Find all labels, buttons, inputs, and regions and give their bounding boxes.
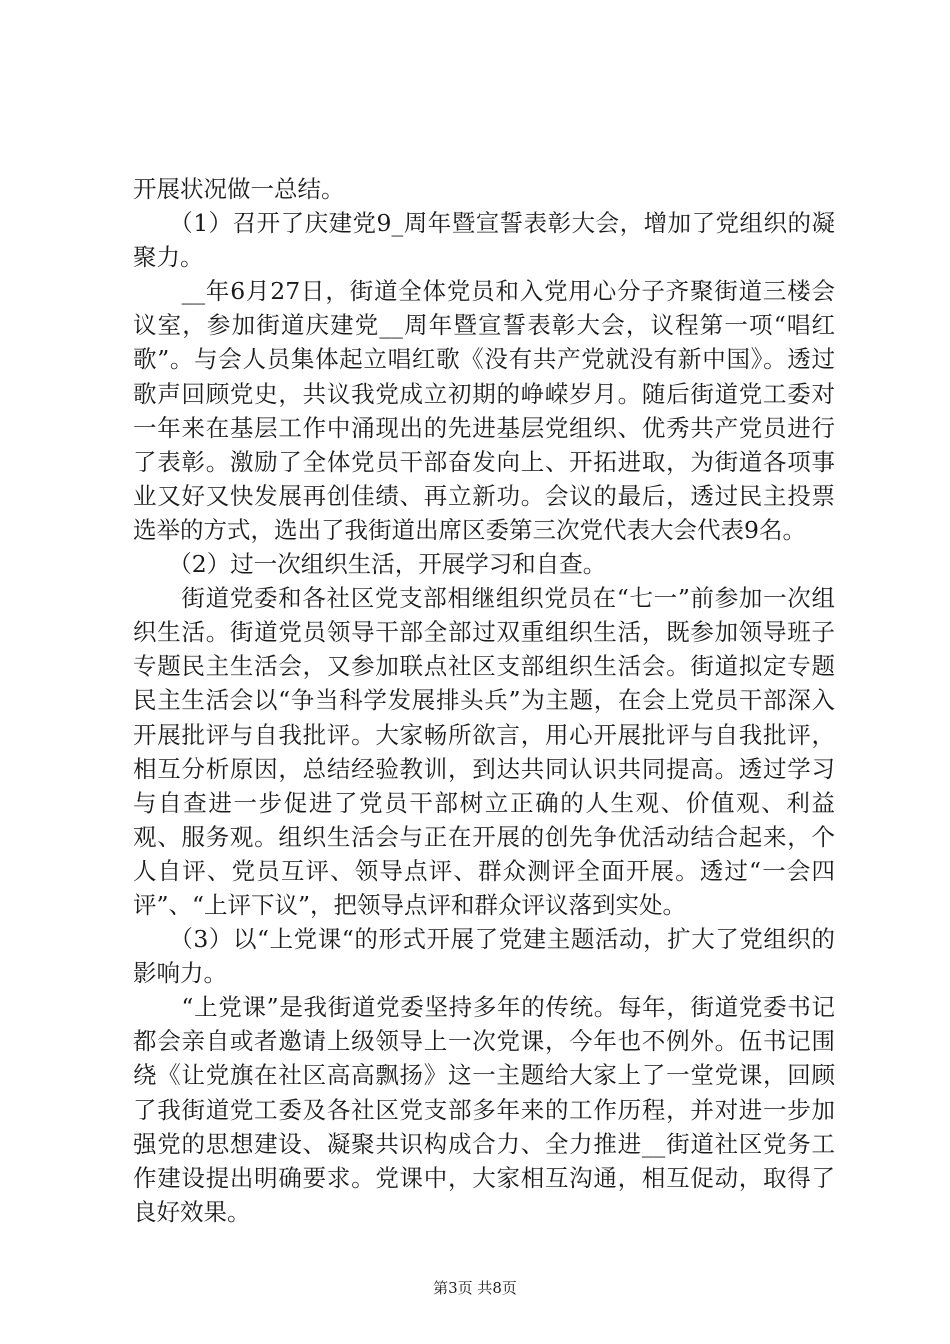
- section-heading: （1）召开了庆建党9_周年暨宣誓表彰大会，增加了党组织的凝聚力。: [133, 209, 835, 272]
- section-heading: （2）过一次组织生活，开展学习和自查。: [133, 550, 607, 579]
- paragraph: 开展状况做一总结。: [133, 175, 345, 203]
- paragraph: __年6月27日，街道全体党员和入党用心分子齐聚街道三楼会议室，参加街道庆建党__周年暨宣誓表彰大会，议程第一项“唱红歌”。与会人员集体起立唱红歌《没有共产党就没有新中国》。透过歌声回顾党史，共议我党成立初期的峥嵘岁月。随后街道党工委对一年来在基层工作中涌现出的先进基层党组织、优秀共产党员进行了表彰。激励了全体党员干部奋发向上、开拓进取，为街道各项事业又好又快发展再创佳绩、再立新功。会议的最后，透过民主投票选举的方式，选出了我街道出席区委第三次党代表大会代表9名。: [133, 277, 835, 544]
- body-text: [133, 172, 835, 1229]
- paragraph: 街道党委和各社区党支部相继组织党员在“七一”前参加一次组织生活。街道党员领导干部全部过双重组织生活，既参加领导班子专题民主生活会，又参加联点社区支部组织生活会。街道拟定专题民主生活会以“争当科学发展排头兵”为主题，在会上党员干部深入开展批评与自我批评。大家畅所欲言，用心开展批评与自我批评，相互分析原因，总结经验教训，到达共同认识共同提高。透过学习与自查进一步促进了党员干部树立正确的人生观、价值观、利益观、服务观。组织生活会与正在开展的创先争优活动结合起来，个人自评、党员互评、领导点评、群众测评全面开展。透过“一会四评”、“上评下议”，把领导点评和群众评议落到实处。: [133, 584, 835, 919]
- section-heading: （3）以“上党课“的形式开展了党建主题活动，扩大了党组织的影响力。: [133, 925, 835, 988]
- paragraph: “上党课”是我街道党委坚持多年的传统。每年，街道党委书记都会亲自或者邀请上级领导上一次党课，今年也不例外。伍书记围绕《让党旗在社区高高飘扬》这一主题给大家上了一堂党课，回顾了我街道党工委及各社区党支部多年来的工作历程，并对进一步加强党的思想建设、凝聚共识构成合力、全力推进__街道社区党务工作建设提出明确要求。党课中，大家相互沟通，相互促动，取得了良好效果。: [133, 993, 835, 1226]
- page-number-footer: 第3页 共8页: [433, 1279, 517, 1297]
